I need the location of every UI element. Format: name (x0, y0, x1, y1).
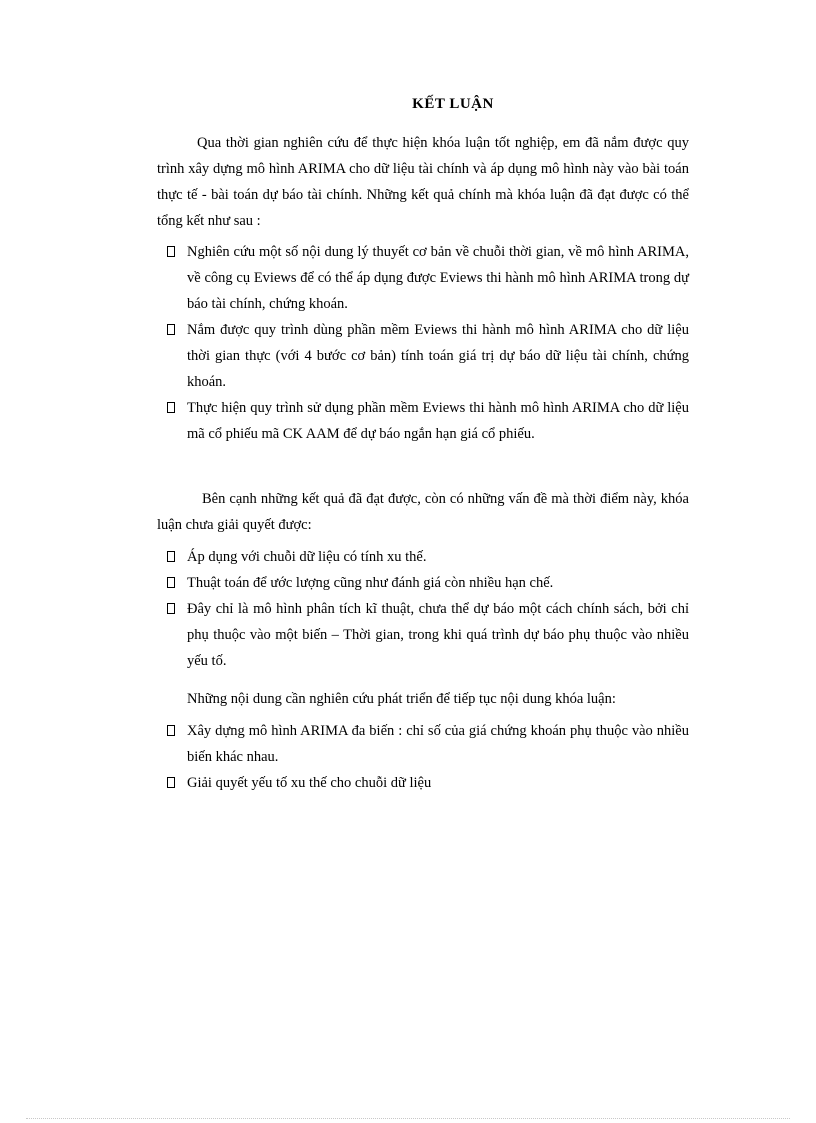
square-bullet-icon (167, 246, 175, 257)
list-item-text: Thực hiện quy trình sử dụng phần mềm Eviews thi hành mô hình ARIMA cho dữ liệu mã cổ phiếu mã CK AAM để dự báo ngắn hạn giá cổ phiếu. (187, 400, 689, 442)
square-bullet-icon (167, 777, 175, 788)
list-item-text: Áp dụng với chuỗi dữ liệu có tính xu thế. (187, 549, 427, 565)
limitations-intro-paragraph: Bên cạnh những kết quả đã đạt được, còn có những vấn đề mà thời điểm này, khóa luận chưa giải quyết được: (157, 491, 689, 533)
square-bullet-icon (167, 725, 175, 736)
list-item-text: Đây chỉ là mô hình phân tích kĩ thuật, chưa thể dự báo một cách chính sách, bởi chỉ phụ thuộc vào một biến – Thời gian, trong khi quá trình dự báo phụ thuộc vào nhiều yếu tố. (187, 601, 689, 669)
list-item (165, 239, 689, 317)
intro-paragraph: Qua thời gian nghiên cứu để thực hiện khóa luận tốt nghiệp, em đã nắm được quy trình xây dựng mô hình ARIMA cho dữ liệu tài chính và áp dụng mô hình này vào bài toán thực tế - bài toán dự báo tài chính. Những kết quả chính mà khóa luận đã đạt được có thể tổng kết như sau : (157, 135, 689, 229)
future-intro-paragraph: Những nội dung cần nghiên cứu phát triển để tiếp tục nội dung khóa luận: (187, 691, 616, 707)
list-item (165, 770, 689, 796)
results-list (165, 239, 689, 447)
list-item (165, 570, 689, 596)
list-item-text: Thuật toán để ước lượng cũng như đánh giá còn nhiều hạn chế. (187, 575, 554, 591)
square-bullet-icon (167, 402, 175, 413)
list-item (165, 395, 689, 447)
square-bullet-icon (167, 577, 175, 588)
square-bullet-icon (167, 324, 175, 335)
list-item (165, 718, 689, 770)
list-item (165, 317, 689, 395)
limitations-list (165, 544, 689, 674)
page-title: KẾT LUẬN (412, 96, 494, 112)
future-list (165, 718, 689, 796)
list-item-text: Giải quyết yếu tố xu thế cho chuỗi dữ liệu (187, 775, 432, 791)
list-item (165, 596, 689, 674)
list-item-text: Nắm được quy trình dùng phần mềm Eviews thi hành mô hình ARIMA cho dữ liệu thời gian thực (với 4 bước cơ bản) tính toán giá trị dự báo dữ liệu tài chính, chứng khoán. (187, 322, 689, 390)
square-bullet-icon (167, 603, 175, 614)
list-item-text: Xây dựng mô hình ARIMA đa biến : chỉ số của giá chứng khoán phụ thuộc vào nhiều biến khác nhau. (187, 723, 689, 765)
list-item (165, 544, 689, 570)
square-bullet-icon (167, 551, 175, 562)
page-bottom-divider (26, 1118, 790, 1119)
list-item-text: Nghiên cứu một số nội dung lý thuyết cơ bản về chuỗi thời gian, về mô hình ARIMA, về công cụ Eviews để có thể áp dụng được Eviews thi hành mô hình ARIMA trong dự báo tài chính, chứng khoán. (187, 244, 689, 312)
